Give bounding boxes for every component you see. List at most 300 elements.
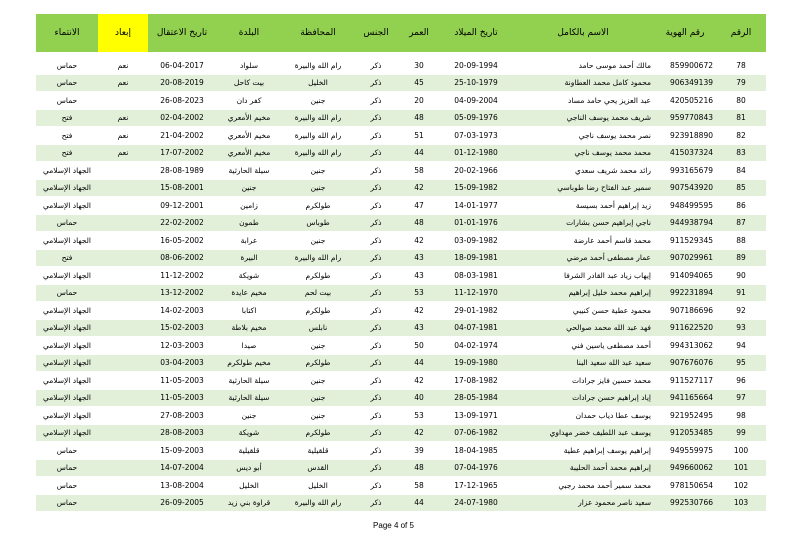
cell-age: 20: [398, 92, 440, 110]
cell-gender: ذكر: [354, 407, 398, 425]
cell-name: زيد إبراهيم أحمد بسيسة: [512, 197, 654, 215]
cell-affiliation: حماس: [36, 442, 98, 460]
cell-num: 97: [716, 389, 766, 407]
cell-arrest-date: 28-08-1989: [148, 162, 216, 180]
cell-gender: ذكر: [354, 424, 398, 442]
cell-town: اكتابا: [216, 302, 282, 320]
cell-id: 906349139: [654, 74, 716, 92]
cell-affiliation: الجهاد الإسلامي: [36, 372, 98, 390]
cell-id: 911529345: [654, 232, 716, 250]
cell-deported: [98, 284, 148, 302]
cell-gender: ذكر: [354, 354, 398, 372]
table-body: [36, 57, 766, 512]
cell-num: 78: [716, 57, 766, 75]
table-row: [36, 127, 766, 145]
cell-arrest-date: 11-05-2003: [148, 372, 216, 390]
table-row: [36, 302, 766, 320]
cell-town: صيدا: [216, 337, 282, 355]
cell-governorate: رام الله والبيرة: [282, 57, 354, 75]
cell-governorate: رام الله والبيرة: [282, 127, 354, 145]
cell-arrest-date: 13-12-2002: [148, 284, 216, 302]
cell-dob: 07-03-1973: [440, 127, 512, 145]
header-governorate: المحافظة: [282, 14, 354, 52]
cell-governorate: جنين: [282, 232, 354, 250]
cell-id: 914094065: [654, 267, 716, 285]
cell-dob: 28-05-1984: [440, 389, 512, 407]
cell-arrest-date: 22-02-2002: [148, 214, 216, 232]
cell-deported: [98, 249, 148, 267]
cell-affiliation: الجهاد الإسلامي: [36, 354, 98, 372]
cell-town: شويكة: [216, 267, 282, 285]
cell-governorate: جنين: [282, 407, 354, 425]
cell-dob: 20-02-1966: [440, 162, 512, 180]
cell-governorate: القدس: [282, 459, 354, 477]
cell-age: 40: [398, 389, 440, 407]
cell-dob: 24-07-1980: [440, 494, 512, 512]
cell-age: 42: [398, 302, 440, 320]
cell-name: محمد محمد يوسف ناجي: [512, 144, 654, 162]
cell-affiliation: الجهاد الإسلامي: [36, 389, 98, 407]
header-id: رقم الهوية: [654, 14, 716, 52]
header-row: [36, 14, 766, 52]
cell-affiliation: فتح: [36, 249, 98, 267]
page-footer: Page 4 of 5: [373, 521, 414, 530]
cell-town: قراوة بني زيد: [216, 494, 282, 512]
table-row: [36, 407, 766, 425]
cell-num: 93: [716, 319, 766, 337]
cell-deported: نعم: [98, 74, 148, 92]
cell-arrest-date: 14-02-2003: [148, 302, 216, 320]
cell-name: مالك أحمد موسى حامد: [512, 57, 654, 75]
header-affiliation: الانتماء: [36, 14, 98, 52]
cell-dob: 20-09-1994: [440, 57, 512, 75]
cell-age: 43: [398, 319, 440, 337]
cell-gender: ذكر: [354, 232, 398, 250]
cell-num: 80: [716, 92, 766, 110]
cell-num: 82: [716, 127, 766, 145]
cell-affiliation: حماس: [36, 284, 98, 302]
cell-dob: 11-12-1970: [440, 284, 512, 302]
cell-arrest-date: 15-08-2001: [148, 179, 216, 197]
cell-id: 948499595: [654, 197, 716, 215]
cell-arrest-date: 15-02-2003: [148, 319, 216, 337]
table-row: [36, 197, 766, 215]
cell-gender: ذكر: [354, 494, 398, 512]
cell-arrest-date: 11-05-2003: [148, 389, 216, 407]
header-town: البلدة: [216, 14, 282, 52]
cell-num: 100: [716, 442, 766, 460]
cell-dob: 15-09-1982: [440, 179, 512, 197]
cell-name: إيهاب زياد عبد القادر الشرفا: [512, 267, 654, 285]
cell-name: محمد سمير أحمد محمد رجبي: [512, 477, 654, 495]
cell-affiliation: الجهاد الإسلامي: [36, 267, 98, 285]
cell-num: 81: [716, 109, 766, 127]
cell-dob: 04-02-1974: [440, 337, 512, 355]
cell-deported: [98, 354, 148, 372]
cell-id: 993165679: [654, 162, 716, 180]
cell-deported: [98, 442, 148, 460]
cell-id: 923918890: [654, 127, 716, 145]
table-row: [36, 74, 766, 92]
cell-town: طمون: [216, 214, 282, 232]
cell-affiliation: حماس: [36, 74, 98, 92]
cell-age: 58: [398, 162, 440, 180]
cell-affiliation: حماس: [36, 459, 98, 477]
cell-name: محمود كامل محمد العطاونة: [512, 74, 654, 92]
cell-deported: [98, 197, 148, 215]
cell-deported: [98, 407, 148, 425]
table-row: [36, 144, 766, 162]
cell-num: 88: [716, 232, 766, 250]
cell-id: 992530766: [654, 494, 716, 512]
cell-governorate: الخليل: [282, 477, 354, 495]
cell-id: 907029961: [654, 249, 716, 267]
cell-deported: [98, 302, 148, 320]
cell-deported: [98, 319, 148, 337]
cell-name: سعيد ناصر محمود عزار: [512, 494, 654, 512]
cell-deported: [98, 389, 148, 407]
cell-governorate: طولكرم: [282, 267, 354, 285]
table-row: [36, 109, 766, 127]
cell-id: 907186696: [654, 302, 716, 320]
cell-affiliation: الجهاد الإسلامي: [36, 424, 98, 442]
cell-town: زامين: [216, 197, 282, 215]
cell-town: مخيم طولكرم: [216, 354, 282, 372]
cell-town: قلقيلية: [216, 442, 282, 460]
cell-arrest-date: 03-04-2003: [148, 354, 216, 372]
table-row: [36, 267, 766, 285]
cell-id: 941165664: [654, 389, 716, 407]
cell-gender: ذكر: [354, 284, 398, 302]
cell-deported: [98, 477, 148, 495]
cell-dob: 01-12-1980: [440, 144, 512, 162]
cell-affiliation: الجهاد الإسلامي: [36, 337, 98, 355]
cell-affiliation: حماس: [36, 57, 98, 75]
cell-town: شويكة: [216, 424, 282, 442]
cell-affiliation: الجهاد الإسلامي: [36, 197, 98, 215]
cell-affiliation: فتح: [36, 144, 98, 162]
cell-name: إبراهيم محمد خليل إبراهيم: [512, 284, 654, 302]
cell-deported: [98, 232, 148, 250]
cell-age: 51: [398, 127, 440, 145]
cell-town: سيلة الحارثية: [216, 162, 282, 180]
cell-id: 911622520: [654, 319, 716, 337]
table-row: [36, 337, 766, 355]
cell-dob: 25-10-1979: [440, 74, 512, 92]
header-gender: الجنس: [354, 14, 398, 52]
cell-governorate: الخليل: [282, 74, 354, 92]
cell-name: عمار مصطفى أحمد مرضي: [512, 249, 654, 267]
cell-num: 94: [716, 337, 766, 355]
cell-governorate: جنين: [282, 372, 354, 390]
cell-governorate: قلقيلية: [282, 442, 354, 460]
cell-name: سمير عبد الفتاح رضا طوباسي: [512, 179, 654, 197]
table-row: [36, 249, 766, 267]
table-row: [36, 92, 766, 110]
cell-town: مخيم الأمعري: [216, 127, 282, 145]
cell-deported: [98, 424, 148, 442]
cell-deported: [98, 372, 148, 390]
table-row: [36, 354, 766, 372]
cell-town: مخيم الأمعري: [216, 144, 282, 162]
cell-name: رائد محمد شريف سعدي: [512, 162, 654, 180]
cell-governorate: طولكرم: [282, 197, 354, 215]
cell-name: إبراهيم يوسف إبراهيم عطية: [512, 442, 654, 460]
cell-dob: 29-01-1982: [440, 302, 512, 320]
cell-dob: 01-01-1976: [440, 214, 512, 232]
cell-num: 90: [716, 267, 766, 285]
cell-age: 58: [398, 477, 440, 495]
cell-town: عرابة: [216, 232, 282, 250]
header-age: العمر: [398, 14, 440, 52]
cell-arrest-date: 08-06-2002: [148, 249, 216, 267]
cell-gender: ذكر: [354, 144, 398, 162]
cell-age: 47: [398, 197, 440, 215]
cell-deported: [98, 214, 148, 232]
table-row: [36, 442, 766, 460]
table-row: [36, 389, 766, 407]
cell-deported: [98, 337, 148, 355]
cell-gender: ذكر: [354, 197, 398, 215]
cell-num: 84: [716, 162, 766, 180]
cell-arrest-date: 12-03-2003: [148, 337, 216, 355]
cell-age: 48: [398, 459, 440, 477]
table-row: [36, 372, 766, 390]
table-row: [36, 57, 766, 75]
cell-age: 39: [398, 442, 440, 460]
cell-id: 949660062: [654, 459, 716, 477]
cell-town: سيلة الحارثية: [216, 389, 282, 407]
cell-arrest-date: 06-04-2017: [148, 57, 216, 75]
cell-governorate: طولكرم: [282, 424, 354, 442]
cell-gender: ذكر: [354, 109, 398, 127]
cell-age: 48: [398, 214, 440, 232]
header-deported: إبعاد: [98, 14, 148, 52]
cell-arrest-date: 20-08-2019: [148, 74, 216, 92]
cell-name: محمد حسين فايز جرادات: [512, 372, 654, 390]
cell-arrest-date: 26-09-2005: [148, 494, 216, 512]
cell-dob: 03-09-1982: [440, 232, 512, 250]
cell-name: أحمد مصطفى ياسين فني: [512, 337, 654, 355]
table-row: [36, 179, 766, 197]
cell-id: 992231894: [654, 284, 716, 302]
cell-arrest-date: 21-04-2002: [148, 127, 216, 145]
cell-governorate: طولكرم: [282, 302, 354, 320]
cell-deported: [98, 92, 148, 110]
cell-gender: ذكر: [354, 477, 398, 495]
cell-age: 42: [398, 179, 440, 197]
cell-name: ناجي إبراهيم حسن بشارات: [512, 214, 654, 232]
cell-age: 50: [398, 337, 440, 355]
cell-governorate: طولكرم: [282, 354, 354, 372]
cell-arrest-date: 26-08-2023: [148, 92, 216, 110]
cell-num: 89: [716, 249, 766, 267]
cell-affiliation: الجهاد الإسلامي: [36, 162, 98, 180]
cell-id: 949559975: [654, 442, 716, 460]
header-dob: تاريخ الميلاد: [440, 14, 512, 52]
table-row: [36, 424, 766, 442]
cell-governorate: جنين: [282, 162, 354, 180]
cell-town: سلواد: [216, 57, 282, 75]
cell-age: 44: [398, 494, 440, 512]
cell-num: 96: [716, 372, 766, 390]
cell-town: الخليل: [216, 477, 282, 495]
cell-affiliation: فتح: [36, 109, 98, 127]
cell-arrest-date: 27-08-2003: [148, 407, 216, 425]
cell-affiliation: فتح: [36, 127, 98, 145]
cell-age: 30: [398, 57, 440, 75]
cell-dob: 04-07-1981: [440, 319, 512, 337]
cell-age: 44: [398, 144, 440, 162]
cell-age: 53: [398, 407, 440, 425]
table-row: [36, 162, 766, 180]
cell-gender: ذكر: [354, 127, 398, 145]
cell-age: 43: [398, 249, 440, 267]
cell-gender: ذكر: [354, 442, 398, 460]
cell-affiliation: الجهاد الإسلامي: [36, 319, 98, 337]
cell-num: 98: [716, 407, 766, 425]
table-row: [36, 214, 766, 232]
cell-dob: 17-08-1982: [440, 372, 512, 390]
cell-id: 911527117: [654, 372, 716, 390]
cell-name: نصر محمد يوسف ناجي: [512, 127, 654, 145]
cell-dob: 17-12-1965: [440, 477, 512, 495]
cell-num: 92: [716, 302, 766, 320]
cell-dob: 08-03-1981: [440, 267, 512, 285]
cell-id: 978150654: [654, 477, 716, 495]
cell-age: 48: [398, 109, 440, 127]
cell-deported: نعم: [98, 144, 148, 162]
cell-governorate: رام الله والبيرة: [282, 249, 354, 267]
cell-id: 944938794: [654, 214, 716, 232]
cell-id: 912053485: [654, 424, 716, 442]
cell-name: محمود عطية حسن كنيبي: [512, 302, 654, 320]
table-row: [36, 459, 766, 477]
cell-deported: [98, 494, 148, 512]
cell-num: 87: [716, 214, 766, 232]
cell-gender: ذكر: [354, 74, 398, 92]
cell-affiliation: الجهاد الإسلامي: [36, 232, 98, 250]
cell-governorate: جنين: [282, 92, 354, 110]
cell-age: 42: [398, 232, 440, 250]
cell-gender: ذكر: [354, 337, 398, 355]
cell-dob: 13-09-1971: [440, 407, 512, 425]
cell-town: مخيم عايدة: [216, 284, 282, 302]
cell-num: 85: [716, 179, 766, 197]
table-row: [36, 284, 766, 302]
cell-town: مخيم بلاطة: [216, 319, 282, 337]
cell-age: 42: [398, 372, 440, 390]
cell-governorate: رام الله والبيرة: [282, 109, 354, 127]
cell-num: 103: [716, 494, 766, 512]
cell-num: 101: [716, 459, 766, 477]
header-arrest-date: تاريخ الاعتقال: [148, 14, 216, 52]
cell-gender: ذكر: [354, 249, 398, 267]
cell-id: 859900672: [654, 57, 716, 75]
cell-affiliation: حماس: [36, 494, 98, 512]
cell-name: محمد قاسم أحمد عارضة: [512, 232, 654, 250]
cell-dob: 05-09-1976: [440, 109, 512, 127]
cell-arrest-date: 16-05-2002: [148, 232, 216, 250]
cell-affiliation: حماس: [36, 92, 98, 110]
cell-name: إبراهيم محمد أحمد الحليبة: [512, 459, 654, 477]
cell-age: 45: [398, 74, 440, 92]
header-num: الرقم: [716, 14, 766, 52]
cell-deported: [98, 459, 148, 477]
cell-age: 42: [398, 424, 440, 442]
cell-deported: [98, 162, 148, 180]
cell-num: 83: [716, 144, 766, 162]
cell-dob: 19-09-1980: [440, 354, 512, 372]
cell-governorate: جنين: [282, 179, 354, 197]
cell-gender: ذكر: [354, 459, 398, 477]
cell-dob: 07-06-1982: [440, 424, 512, 442]
cell-arrest-date: 02-04-2002: [148, 109, 216, 127]
cell-name: يوسف عطا دياب حمدان: [512, 407, 654, 425]
cell-name: شريف محمد يوسف الناجي: [512, 109, 654, 127]
cell-name: إياد إبراهيم حسن جرادات: [512, 389, 654, 407]
cell-name: فهد عبد الله محمد صوالحي: [512, 319, 654, 337]
cell-id: 921952495: [654, 407, 716, 425]
cell-num: 86: [716, 197, 766, 215]
cell-gender: ذكر: [354, 92, 398, 110]
cell-dob: 18-04-1985: [440, 442, 512, 460]
cell-town: جنين: [216, 179, 282, 197]
cell-deported: [98, 267, 148, 285]
cell-town: البيرة: [216, 249, 282, 267]
cell-arrest-date: 17-07-2002: [148, 144, 216, 162]
prisoners-table: [36, 14, 766, 512]
cell-town: بيت كاحل: [216, 74, 282, 92]
cell-affiliation: الجهاد الإسلامي: [36, 179, 98, 197]
cell-name: يوسف عبد اللطيف خضر مهداوي: [512, 424, 654, 442]
cell-affiliation: الجهاد الإسلامي: [36, 302, 98, 320]
cell-town: كفر دان: [216, 92, 282, 110]
prisoners-table-container: [36, 14, 766, 512]
table-row: [36, 232, 766, 250]
cell-dob: 07-04-1976: [440, 459, 512, 477]
cell-town: سيلة الحارثية: [216, 372, 282, 390]
cell-name: عبد العزيز يحي حامد مساد: [512, 92, 654, 110]
cell-governorate: بيت لحم: [282, 284, 354, 302]
cell-governorate: رام الله والبيرة: [282, 144, 354, 162]
cell-gender: ذكر: [354, 389, 398, 407]
cell-id: 907543920: [654, 179, 716, 197]
cell-governorate: جنين: [282, 389, 354, 407]
cell-deported: نعم: [98, 127, 148, 145]
cell-governorate: رام الله والبيرة: [282, 494, 354, 512]
cell-id: 420505216: [654, 92, 716, 110]
cell-deported: [98, 179, 148, 197]
cell-dob: 14-01-1977: [440, 197, 512, 215]
cell-arrest-date: 13-08-2004: [148, 477, 216, 495]
cell-arrest-date: 09-12-2001: [148, 197, 216, 215]
cell-num: 99: [716, 424, 766, 442]
table-row: [36, 319, 766, 337]
cell-affiliation: الجهاد الإسلامي: [36, 407, 98, 425]
cell-affiliation: حماس: [36, 477, 98, 495]
cell-town: أبو ديس: [216, 459, 282, 477]
table-row: [36, 477, 766, 495]
cell-deported: نعم: [98, 57, 148, 75]
cell-affiliation: حماس: [36, 214, 98, 232]
cell-num: 91: [716, 284, 766, 302]
cell-id: 907676076: [654, 354, 716, 372]
cell-gender: ذكر: [354, 57, 398, 75]
cell-governorate: جنين: [282, 337, 354, 355]
cell-gender: ذكر: [354, 162, 398, 180]
cell-deported: نعم: [98, 109, 148, 127]
